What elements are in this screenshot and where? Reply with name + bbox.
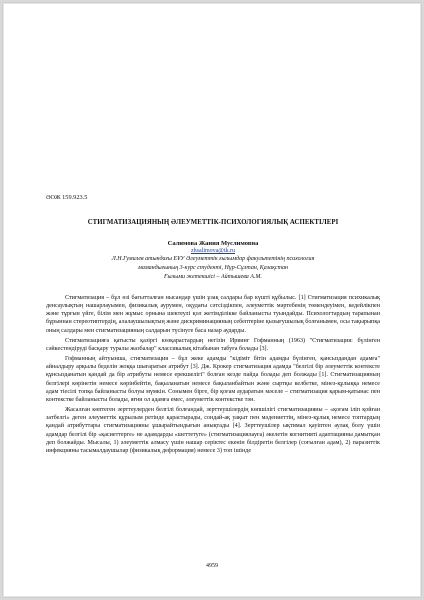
- supervisor-line: Ғылыми жетекшісі – Айтышева А.М.: [164, 274, 262, 280]
- author-affiliation: [46, 255, 380, 282]
- paragraph: Жасалған көптеген зерттеулерден белгілі болғандай, зерттеушілердің көпшілігі стигматизацияны – «қоғам іліп қойған затбелгі» деген әлеуметтік құрылым ретінде қарастырады, сондай-ақ уақыт пен мәдениеттің, мінез-құлық немесе топтардың қандай атрибуттары стигматизацияны ұшырайтындығын анықтады [4]. Зерттеушілер ықтимал қауіптен аулақ болу үшін адамдар белгілі бір «қасиеттерге» не адамдарды «шеттетуге» (стигматизациялауға) әкелетін когнитивті адаптацияны дамытқан деп болжайды. Мысалы, 1) әлеуметтік алмасу үшін нашар серіктес екенін білдіретін белгілер (соғылған адам), 2) паразиттік инфекцияны тасымалдаушылар (физикалық деформация) немесе 3) топ ішінде: [46, 407, 380, 454]
- article-body: [46, 294, 380, 455]
- page-number: 4959: [206, 563, 218, 569]
- affiliation-line: Л.Н.Гумилев атындағы ЕҰУ Әлеуметтік ғылымдар факультетінің психология: [111, 256, 315, 262]
- author-email-link[interactable]: zhsalimova@tk.ru: [190, 248, 235, 254]
- paragraph: Стигматизацияға қатысты қазіргі көзқарастардың негізін Ирвинг Гофманның (1963) "Стигматизация: бүлінген сәйкестендіруді басқару туралы жазбалар" классикалық кітабынан табуға болады [3].: [46, 337, 380, 352]
- udc-code: ӘОЖ 159.923.5: [46, 194, 88, 201]
- author-name: Салимова Жания Муслимовна: [167, 240, 259, 247]
- affiliation-line: мамандығының 3-курс студенті, Нұр-Сұлтан, Қазақстан: [138, 265, 288, 271]
- paragraph: Стигматизация – бұл өзі бағытталған нысандар үшін ұзақ салдары бар күшті құбылыс. [1] Стигматизация психикалық денсаулықтың нашарлауымен, физикалық аурумен, оқудағы сәтсіздікпен, әлеуметтік мәртебенің төмендеуімен, кедейлікпен және тұрғын үйге, білім мен жұмыс орнына шектеулі қол жетімділікке байланысты туындайды. Психологтардың тарапынан бұрыннан стереотиптердің, алалаушылықтың және дискриминацияның себептеріне қызығушылық болғанымен, осы тақырыпқа оның салдары мен стигматизацияның салдарын түсінуге баса назар аударды.: [46, 295, 380, 334]
- article-title: СТИГМАТИЗАЦИЯНЫҢ ӘЛЕУМЕТТІК-ПСИХОЛОГИЯЛЫҚ АСПЕКТІЛЕРІ: [87, 219, 339, 226]
- paragraph: Гофманның айтуынша, стигматизация – бұл жеке адамды "кідіміт бітін адамды бүлінген, қансыздандан адамға" айналдыру арқылы беделін жоққа шығаратын атрибут [3]. Дж. Крокер стигматизация адамда "белгілі бір әлеуметтік контексте құнсызданатын қандай да бір атрибуты немесе ерекшелігі" болған кезде пайда болады деп болжады [1]. Стигматизацияның белгілері көрінетін немесе көрінбейтін, бақыланатын немесе бақыланбайтын және сыртқы келбетке, мінез-құлыққа немесе адам тіесілі топқа байланысты болуы мүмкін. Сонымен бірге, бір қоғам аударатын мәселе – стигматизация қарым-қатынас пен контекстке байланысты болады, яғни ол адамға емес, әлеуметтік контекстке тән.: [46, 356, 380, 403]
- document-page: [3, 3, 421, 597]
- article-content: [46, 194, 380, 457]
